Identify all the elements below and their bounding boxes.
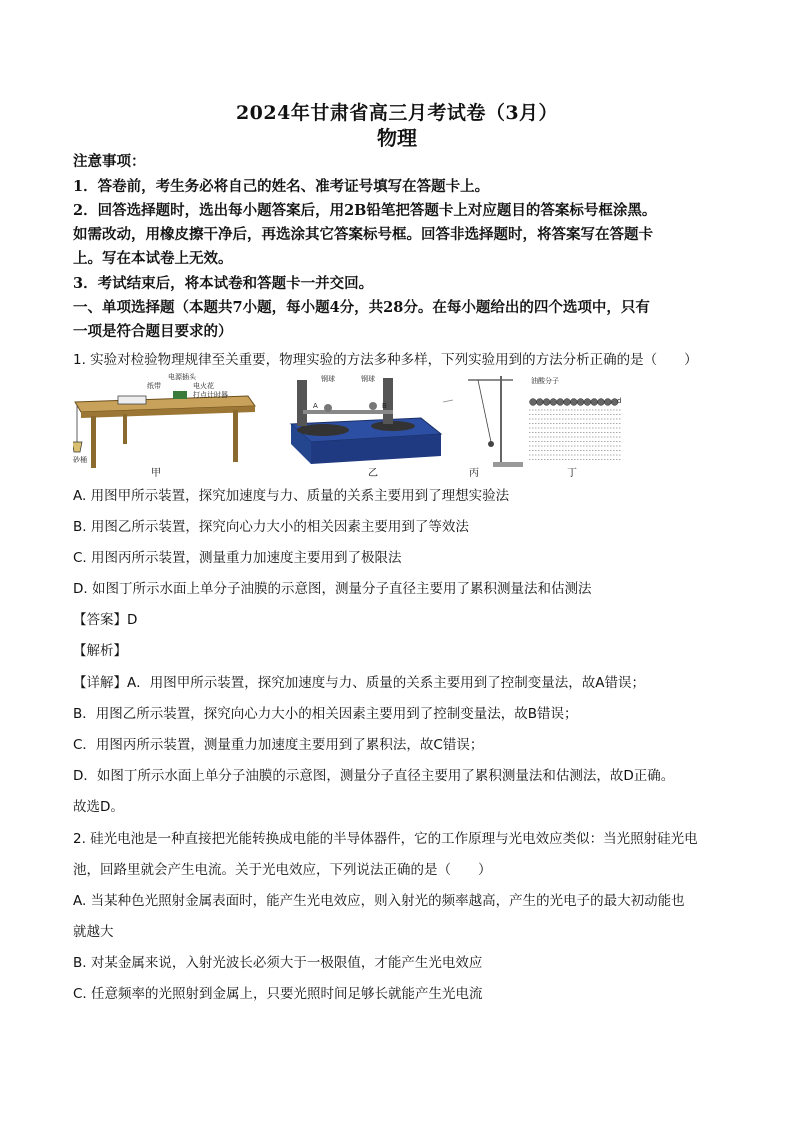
q1-option-b: B. 用图乙所示装置，探究向心力大小的相关因素主要用到了等效法 (73, 519, 469, 535)
q1-conclusion: 故选D。 (73, 799, 124, 815)
oil-molecule (591, 399, 598, 406)
q2-stem-line-2: 池，回路里就会产生电流。关于光电效应，下列说法正确的是（ ） (73, 862, 492, 878)
note-2-line-1: 2．回答选择题时，选出每小题答案后，用2B铅笔把答题卡上对应题目的答案标号框涂黑。 (73, 202, 657, 219)
q1-option-a: A. 用图甲所示装置，探究加速度与力、质量的关系主要用到了理想实验法 (73, 488, 510, 504)
section-1-heading: 一、单项选择题（本题共7小题，每小题4分，共28分。在每小题给出的四个选项中，只有 (73, 299, 650, 316)
q1-answer-line (73, 608, 733, 628)
note-3: 3．考试结束后，将本试卷和答题卡一并交回。 (73, 275, 374, 292)
notes-heading: 注意事项： (73, 153, 146, 170)
q1-option-d: D. 如图丁所示水面上单分子油膜的示意图，测量分子直径主要用了累积测量法和估测法 (73, 581, 592, 597)
label-steel-ball-2: 钢球 (361, 375, 375, 383)
exam-title: 2024年甘肃省高三月考试卷（3月） (235, 102, 559, 124)
note-2-line-2: 如需改动，用橡皮擦干净后，再选涂其它答案标号框。回答非选择题时，将答案写在答题卡 (73, 226, 653, 243)
section-1-heading-cont: 一项是符合题目要求的） (73, 323, 233, 340)
subject-title: 物理 (377, 126, 417, 150)
analysis-label: 【解析】 (73, 643, 127, 659)
q1-stem: 1. 实验对检验物理规律至关重要，物理实验的方法多种多样，下列实验用到的方法分析正确的是（ ） (73, 352, 698, 368)
q1-detail-d: D．如图丁所示水面上单分子油膜的示意图，测量分子直径主要用了累积测量法和估测法，故D正确。 (73, 768, 675, 784)
oil-molecule (564, 399, 571, 406)
q1-detail-c: C．用图丙所示装置，测量重力加速度主要用到了累积法，故C错误； (73, 737, 484, 753)
q2-option-b: B. 对某金属来说，入射光波长必须大于一极限值，才能产生光电效应 (73, 955, 483, 971)
figure-ding (529, 399, 621, 460)
detail-a-text: A．用图甲所示装置，探究加速度与力、质量的关系主要用到了控制变量法，故A错误； (127, 675, 645, 691)
q1-figures (73, 372, 653, 477)
oil-molecule (584, 399, 591, 406)
note-1: 1．答卷前，考生务必将自己的姓名、准考证号填写在答题卡上。 (73, 178, 490, 195)
caption-ding: 丁 (567, 468, 577, 479)
caption-jia: 甲 (151, 468, 161, 479)
figure-bing (443, 376, 523, 467)
oil-molecule (557, 399, 564, 406)
label-spark: 电火花 (193, 382, 214, 390)
q2-option-a-line-2: 就越大 (73, 924, 114, 940)
oil-molecule (543, 399, 550, 406)
label-oleic-molecule: 油酸分子 (531, 377, 559, 385)
answer-value: D (127, 612, 138, 628)
oil-molecule (530, 399, 537, 406)
q2-option-c: C. 任意频率的光照射到金属上，只要光照时间足够长就能产生光电流 (73, 986, 483, 1002)
oil-molecule (570, 399, 577, 406)
q2-option-a-line-1: A. 当某种色光照射金属表面时，能产生光电效应，则入射光的频率越高，产生的光电子的最大初动能也 (73, 893, 685, 909)
oil-molecule (604, 399, 611, 406)
label-steel-ball-1: 钢球 (321, 375, 335, 383)
q1-figure-svg (73, 372, 653, 477)
note-2-line-3: 上。写在本试卷上无效。 (73, 250, 233, 267)
figure-jia (73, 372, 255, 468)
label-paper-tape: 纸带 (147, 382, 161, 390)
q1-option-c: C. 用图丙所示装置，测量重力加速度主要用到了极限法 (73, 550, 402, 566)
label-d: d (617, 397, 622, 405)
q2-stem-line-1: 2. 硅光电池是一种直接把光能转换成电能的半导体器件，它的工作原理与光电效应类似：当光照射硅光电 (73, 831, 698, 847)
oil-molecule (550, 399, 557, 406)
oil-molecule (577, 399, 584, 406)
caption-bing: 丙 (469, 468, 479, 479)
q1-detail-a (73, 671, 733, 691)
label-timer: 打点计时器 (193, 391, 228, 399)
detail-label: 【详解】 (73, 675, 127, 691)
label-a: A (313, 402, 318, 410)
q1-detail-b: B．用图乙所示装置，探究向心力大小的相关因素主要用到了控制变量法，故B错误； (73, 706, 578, 722)
oil-molecule (598, 399, 605, 406)
label-sand-bucket: 砂桶 (73, 456, 87, 464)
figure-yi (291, 374, 441, 464)
label-b: B (382, 402, 387, 410)
caption-yi: 乙 (368, 468, 378, 479)
oil-molecule (536, 399, 543, 406)
answer-label: 【答案】 (73, 612, 127, 628)
label-power-plug: 电源插头 (168, 373, 196, 381)
